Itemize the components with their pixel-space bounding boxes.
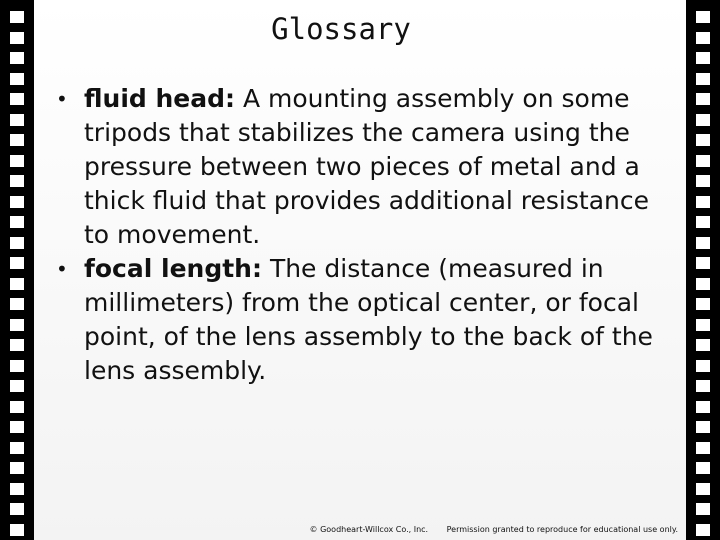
film-perforation <box>696 155 710 167</box>
film-perforation <box>696 442 710 454</box>
film-perforation <box>696 216 710 228</box>
film-perforation <box>696 32 710 44</box>
film-perforation <box>10 503 24 515</box>
glossary-entry-fluid-head <box>56 82 680 252</box>
film-perforation <box>696 483 710 495</box>
film-perforation <box>10 524 24 536</box>
film-perforation <box>696 380 710 392</box>
film-perforation <box>696 93 710 105</box>
film-perforation <box>10 73 24 85</box>
film-perforation <box>10 462 24 474</box>
film-perforation <box>696 503 710 515</box>
film-perforation <box>696 175 710 187</box>
glossary-list <box>56 82 680 388</box>
glossary-entry-focal-length <box>56 252 680 388</box>
film-perforation <box>10 257 24 269</box>
film-perforation <box>10 11 24 23</box>
film-perforation <box>10 52 24 64</box>
film-perforation <box>10 298 24 310</box>
film-strip-left-border <box>0 0 34 540</box>
film-perforation <box>696 462 710 474</box>
film-perforation <box>696 278 710 290</box>
glossary-term: focal length: <box>84 254 262 283</box>
film-perforation <box>696 11 710 23</box>
slide-footer <box>34 525 678 534</box>
copyright-notice: © Goodheart-Willcox Co., Inc. <box>309 525 429 534</box>
film-perforation <box>10 175 24 187</box>
film-perforation <box>696 339 710 351</box>
glossary-definition: A mounting assembly on some tripods that stabilizes the camera using the pressure between two pieces of metal and a thick fluid that provides additional resistance to movement. <box>84 84 649 249</box>
film-perforation <box>696 524 710 536</box>
film-perforation <box>696 257 710 269</box>
glossary-definition: The distance (measured in millimeters) from the optical center, or focal point, of the lens assembly to the back of the lens assembly. <box>84 254 653 385</box>
film-perforation <box>10 319 24 331</box>
film-perforation <box>696 298 710 310</box>
film-perforation <box>696 114 710 126</box>
film-perforation <box>10 155 24 167</box>
permission-notice: Permission granted to reproduce for educational use only. <box>446 525 678 534</box>
film-perforation <box>696 319 710 331</box>
film-perforation <box>10 401 24 413</box>
film-perforation <box>10 114 24 126</box>
film-perforation <box>10 442 24 454</box>
bullet-icon: • <box>56 257 68 281</box>
film-perforation <box>696 52 710 64</box>
bullet-icon: • <box>56 87 68 111</box>
film-perforation <box>696 401 710 413</box>
film-perforation <box>10 360 24 372</box>
film-perforation <box>696 73 710 85</box>
film-strip-right-border <box>686 0 720 540</box>
film-perforation <box>696 421 710 433</box>
film-perforation <box>10 483 24 495</box>
film-perforation <box>10 278 24 290</box>
film-perforation <box>10 196 24 208</box>
slide-title: Glossary <box>271 12 411 46</box>
film-perforation <box>10 237 24 249</box>
slide-content <box>34 0 686 540</box>
glossary-term: fluid head: <box>84 84 236 113</box>
film-perforation <box>10 216 24 228</box>
film-perforation <box>10 339 24 351</box>
film-perforation <box>696 134 710 146</box>
film-perforation <box>10 93 24 105</box>
film-perforation <box>696 360 710 372</box>
film-perforation <box>10 32 24 44</box>
film-perforation <box>10 134 24 146</box>
film-perforation <box>696 237 710 249</box>
film-perforation <box>10 380 24 392</box>
film-perforation <box>10 421 24 433</box>
film-perforation <box>696 196 710 208</box>
